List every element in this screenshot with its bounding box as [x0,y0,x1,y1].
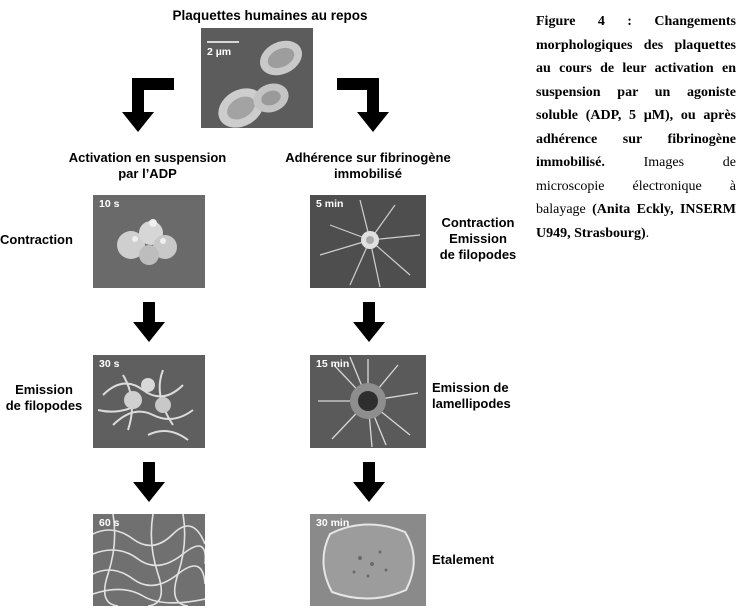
sem-image-60s [93,514,205,606]
time-label: 10 s [99,198,120,210]
step-label-emission-filopodes: Emission de filopodes [5,382,83,413]
sem-image-15min [310,355,426,448]
time-label: 30 s [99,358,120,370]
time-label: 15 min [316,358,350,370]
bent-arrow-left [118,78,178,134]
step-label-contraction: Contraction [0,232,73,247]
down-arrow [353,302,385,342]
down-arrow [133,302,165,342]
figure-caption [536,10,736,245]
scale-bar-label: 2 µm [207,46,232,58]
right-column-heading: Adhérence sur fibrinogène immobilisé [285,150,451,181]
sem-image-30s [93,355,205,448]
step-label-contraction-emission: Contraction Emission de filopodes [439,215,517,262]
sem-image-30min [310,514,426,606]
step-label-emission-lamellipodes: Emission de lamellipodes [432,380,511,411]
caption-end: . [645,225,650,241]
caption-bold: Figure 4 : Changements morphologiques des plaquettes au cours de leur activation en suspension par un agoniste soluble (ADP, 5 µM), ou après adhérence sur fibrinogène immobilisé. [536,14,736,170]
time-label: 60 s [99,517,120,529]
caption-credit: (Anita Eckly, INSERM U949, Strasbourg) [536,202,736,241]
step-label-etalement: Etalement [432,552,495,567]
down-arrow [133,462,165,502]
resting-platelets-image [201,28,313,128]
bent-arrow-right [333,78,393,134]
sem-image-5min [310,195,426,288]
left-column-heading: Activation en suspension par l’ADP [68,150,227,181]
caption-normal: Images de microscopie électronique à balayage [536,155,736,217]
figure-title: Plaquettes humaines au repos [172,8,368,23]
sem-image-10s [93,195,205,288]
time-label: 30 min [316,517,350,529]
time-label: 5 min [316,198,344,210]
down-arrow [353,462,385,502]
